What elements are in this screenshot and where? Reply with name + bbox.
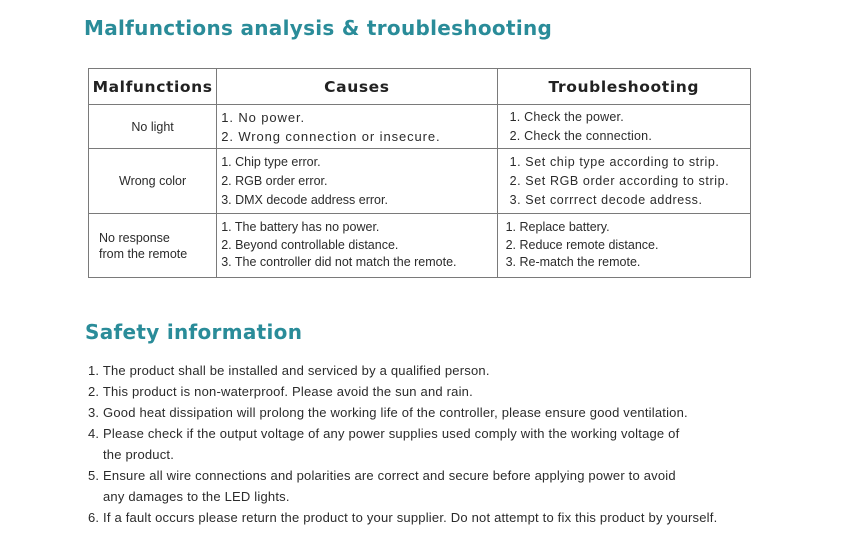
malfunction-line: No response: [99, 230, 170, 245]
safety-item: [88, 465, 717, 507]
solution-item: 2. Check the connection.: [509, 128, 652, 143]
solution-item: 3. Re-match the remote.: [505, 255, 641, 270]
safety-item: [88, 423, 717, 465]
safety-item-text: 1. The product shall be installed and serviced by a qualified person.: [88, 363, 490, 378]
cause-item: 1. Chip type error.: [221, 154, 321, 169]
table-row: [89, 149, 751, 214]
column-header-troubleshooting: Troubleshooting: [497, 69, 750, 105]
safety-item-continuation: the product.: [103, 447, 175, 462]
safety-item-text: 6. If a fault occurs please return the product to your supplier. Do not attempt to fix this product by yourself.: [88, 510, 718, 525]
malfunction-line: from the remote: [99, 246, 188, 261]
causes-cell: [217, 214, 497, 278]
safety-item-continuation: any damages to the LED lights.: [103, 489, 290, 504]
malfunction-cell: No light: [89, 105, 217, 149]
causes-cell: [217, 105, 497, 149]
troubleshooting-table: [88, 68, 751, 278]
solutions-cell: [497, 149, 750, 214]
safety-item: [88, 507, 717, 528]
table-row: [89, 214, 751, 278]
solutions-cell: [497, 105, 750, 149]
cause-item: 1. The battery has no power.: [221, 220, 380, 235]
safety-heading: Safety information: [85, 320, 303, 344]
malfunctions-heading: Malfunctions analysis & troubleshooting: [84, 16, 553, 40]
cause-item: 3. The controller did not match the remote.: [221, 255, 457, 270]
column-header-causes: Causes: [217, 69, 497, 105]
solutions-cell: [497, 214, 750, 278]
column-header-malfunctions: Malfunctions: [89, 69, 217, 105]
safety-item-text: 4. Please check if the output voltage of any power supplies used comply with the working voltage of: [88, 426, 680, 441]
malfunction-cell: [89, 214, 217, 278]
cause-item: 2. Wrong connection or insecure.: [221, 128, 441, 144]
solution-item: 2. Reduce remote distance.: [505, 237, 659, 252]
cause-item: 1. No power.: [221, 109, 305, 125]
cause-item: 3. DMX decode address error.: [221, 192, 388, 207]
solution-item: 1. Check the power.: [509, 109, 624, 124]
safety-item-text: 5. Ensure all wire connections and polarities are correct and secure before applying power to avoid: [88, 468, 676, 483]
solution-item: 3. Set corrrect decode address.: [509, 192, 703, 207]
solution-item: 1. Replace battery.: [505, 220, 610, 235]
table-header-row: [89, 69, 751, 105]
safety-item-text: 2. This product is non-waterproof. Please avoid the sun and rain.: [88, 384, 473, 399]
solution-item: 1. Set chip type according to strip.: [509, 154, 720, 169]
safety-list: [88, 360, 717, 528]
solution-item: 2. Set RGB order according to strip.: [509, 173, 730, 188]
cause-item: 2. Beyond controllable distance.: [221, 237, 399, 252]
table-row: [89, 105, 751, 149]
safety-item-text: 3. Good heat dissipation will prolong the working life of the controller, please ensure good ventilation.: [88, 405, 688, 420]
safety-item: [88, 381, 717, 402]
safety-item: [88, 360, 717, 381]
malfunction-cell: Wrong color: [89, 149, 217, 214]
causes-cell: [217, 149, 497, 214]
cause-item: 2. RGB order error.: [221, 173, 328, 188]
safety-item: [88, 402, 717, 423]
